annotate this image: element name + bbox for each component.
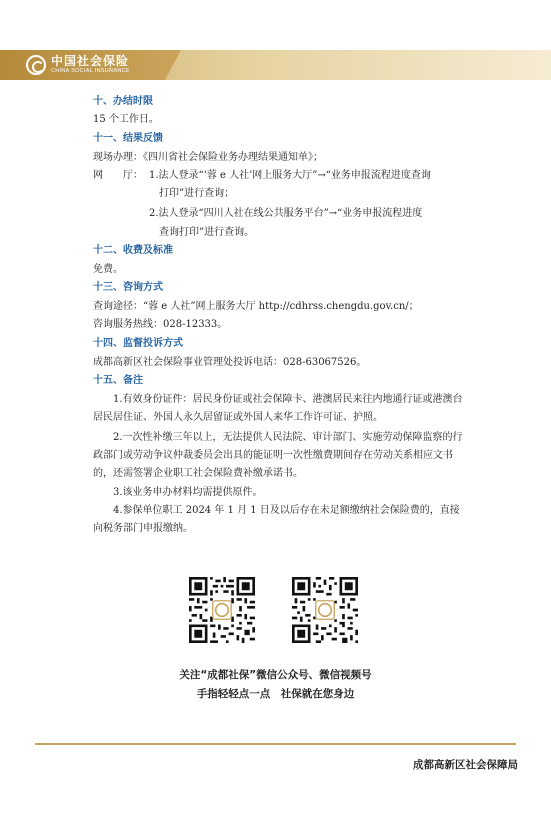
result-net-label: 网 厅： xyxy=(93,170,143,181)
result-onsite: 现场办理：《四川省社会保险业务办理结果通知单》； xyxy=(93,152,323,163)
consult-hotline: 咨询服务热线：028-12333。 xyxy=(93,319,228,330)
section-12-body: 免费。 xyxy=(93,264,123,275)
logo-emblem-icon xyxy=(26,55,46,75)
section-11-title: 十一、结果反馈 xyxy=(93,133,163,144)
wechat-video-channel-qr-code[interactable] xyxy=(292,577,358,643)
complaint-phone: 成都高新区社会保险事业管理处投诉电话：028-63067526。 xyxy=(93,357,367,368)
result-net-1a: 1.法人登录“‘蓉 e 人社’网上服务大厅”→“业务申报流程进度查询 xyxy=(149,170,431,181)
section-14-title: 十四、监督投诉方式 xyxy=(93,338,183,349)
logo-cn-text: 中国社会保险 xyxy=(51,54,130,68)
footer-divider xyxy=(35,743,516,745)
consult-way: 查询途径：“蓉 e 人社”网上服务大厅 http://cdhrss.chengdu.gov.cn/； xyxy=(93,301,419,312)
footer-organization: 成都高新区社会保障局 xyxy=(413,759,518,771)
page-header xyxy=(0,0,551,84)
note-1: 1.有效身份证件：居民身份证或社会保障卡、港澳居民来往内地通行证或港澳台居民居住证、外国人永久居留证或外国人来华工作许可证、护照。 xyxy=(93,394,463,423)
note-4: 4.参保单位职工 2024 年 1 月 1 日及以后存在未足额缴纳社会保险费的，直接向税务部门申报缴纳。 xyxy=(93,505,460,534)
section-15-title: 十五、备注 xyxy=(93,375,143,386)
section-12-title: 十二、收费及标准 xyxy=(93,245,173,256)
section-10-title: 十、办结时限 xyxy=(93,96,153,107)
qr-caption-follow: 关注“成都社保”微信公众号、微信视频号 xyxy=(179,669,372,681)
section-10-body: 15 个工作日。 xyxy=(93,114,159,125)
result-net-2a: 2.法人登录“四川人社在线公共服务平台”→“业务申报流程进度 xyxy=(149,208,423,219)
section-13-title: 十三、咨询方式 xyxy=(93,282,163,293)
result-net-2b: 查询打印”进行查询。 xyxy=(159,227,255,238)
note-2: 2.一次性补缴三年以上，无法提供人民法院、审计部门、实施劳动保障监察的行政部门或劳动争议仲裁委员会出具的能证明一次性缴费期间存在劳动关系相应文书的，还需签署企业职工社会保险费补缴承诺书。 xyxy=(93,432,463,479)
china-social-insurance-logo xyxy=(26,55,130,75)
qr-caption-slogan: 手指轻轻点一点 社保就在您身边 xyxy=(196,688,355,700)
wechat-official-account-qr-code[interactable] xyxy=(189,577,255,643)
result-net-1b: 打印”进行查询； xyxy=(159,188,235,199)
logo-en-text: CHINA SOCIAL INSURANCE xyxy=(51,68,130,74)
note-3: 3.该业务申办材料均需提供原件。 xyxy=(113,487,263,498)
